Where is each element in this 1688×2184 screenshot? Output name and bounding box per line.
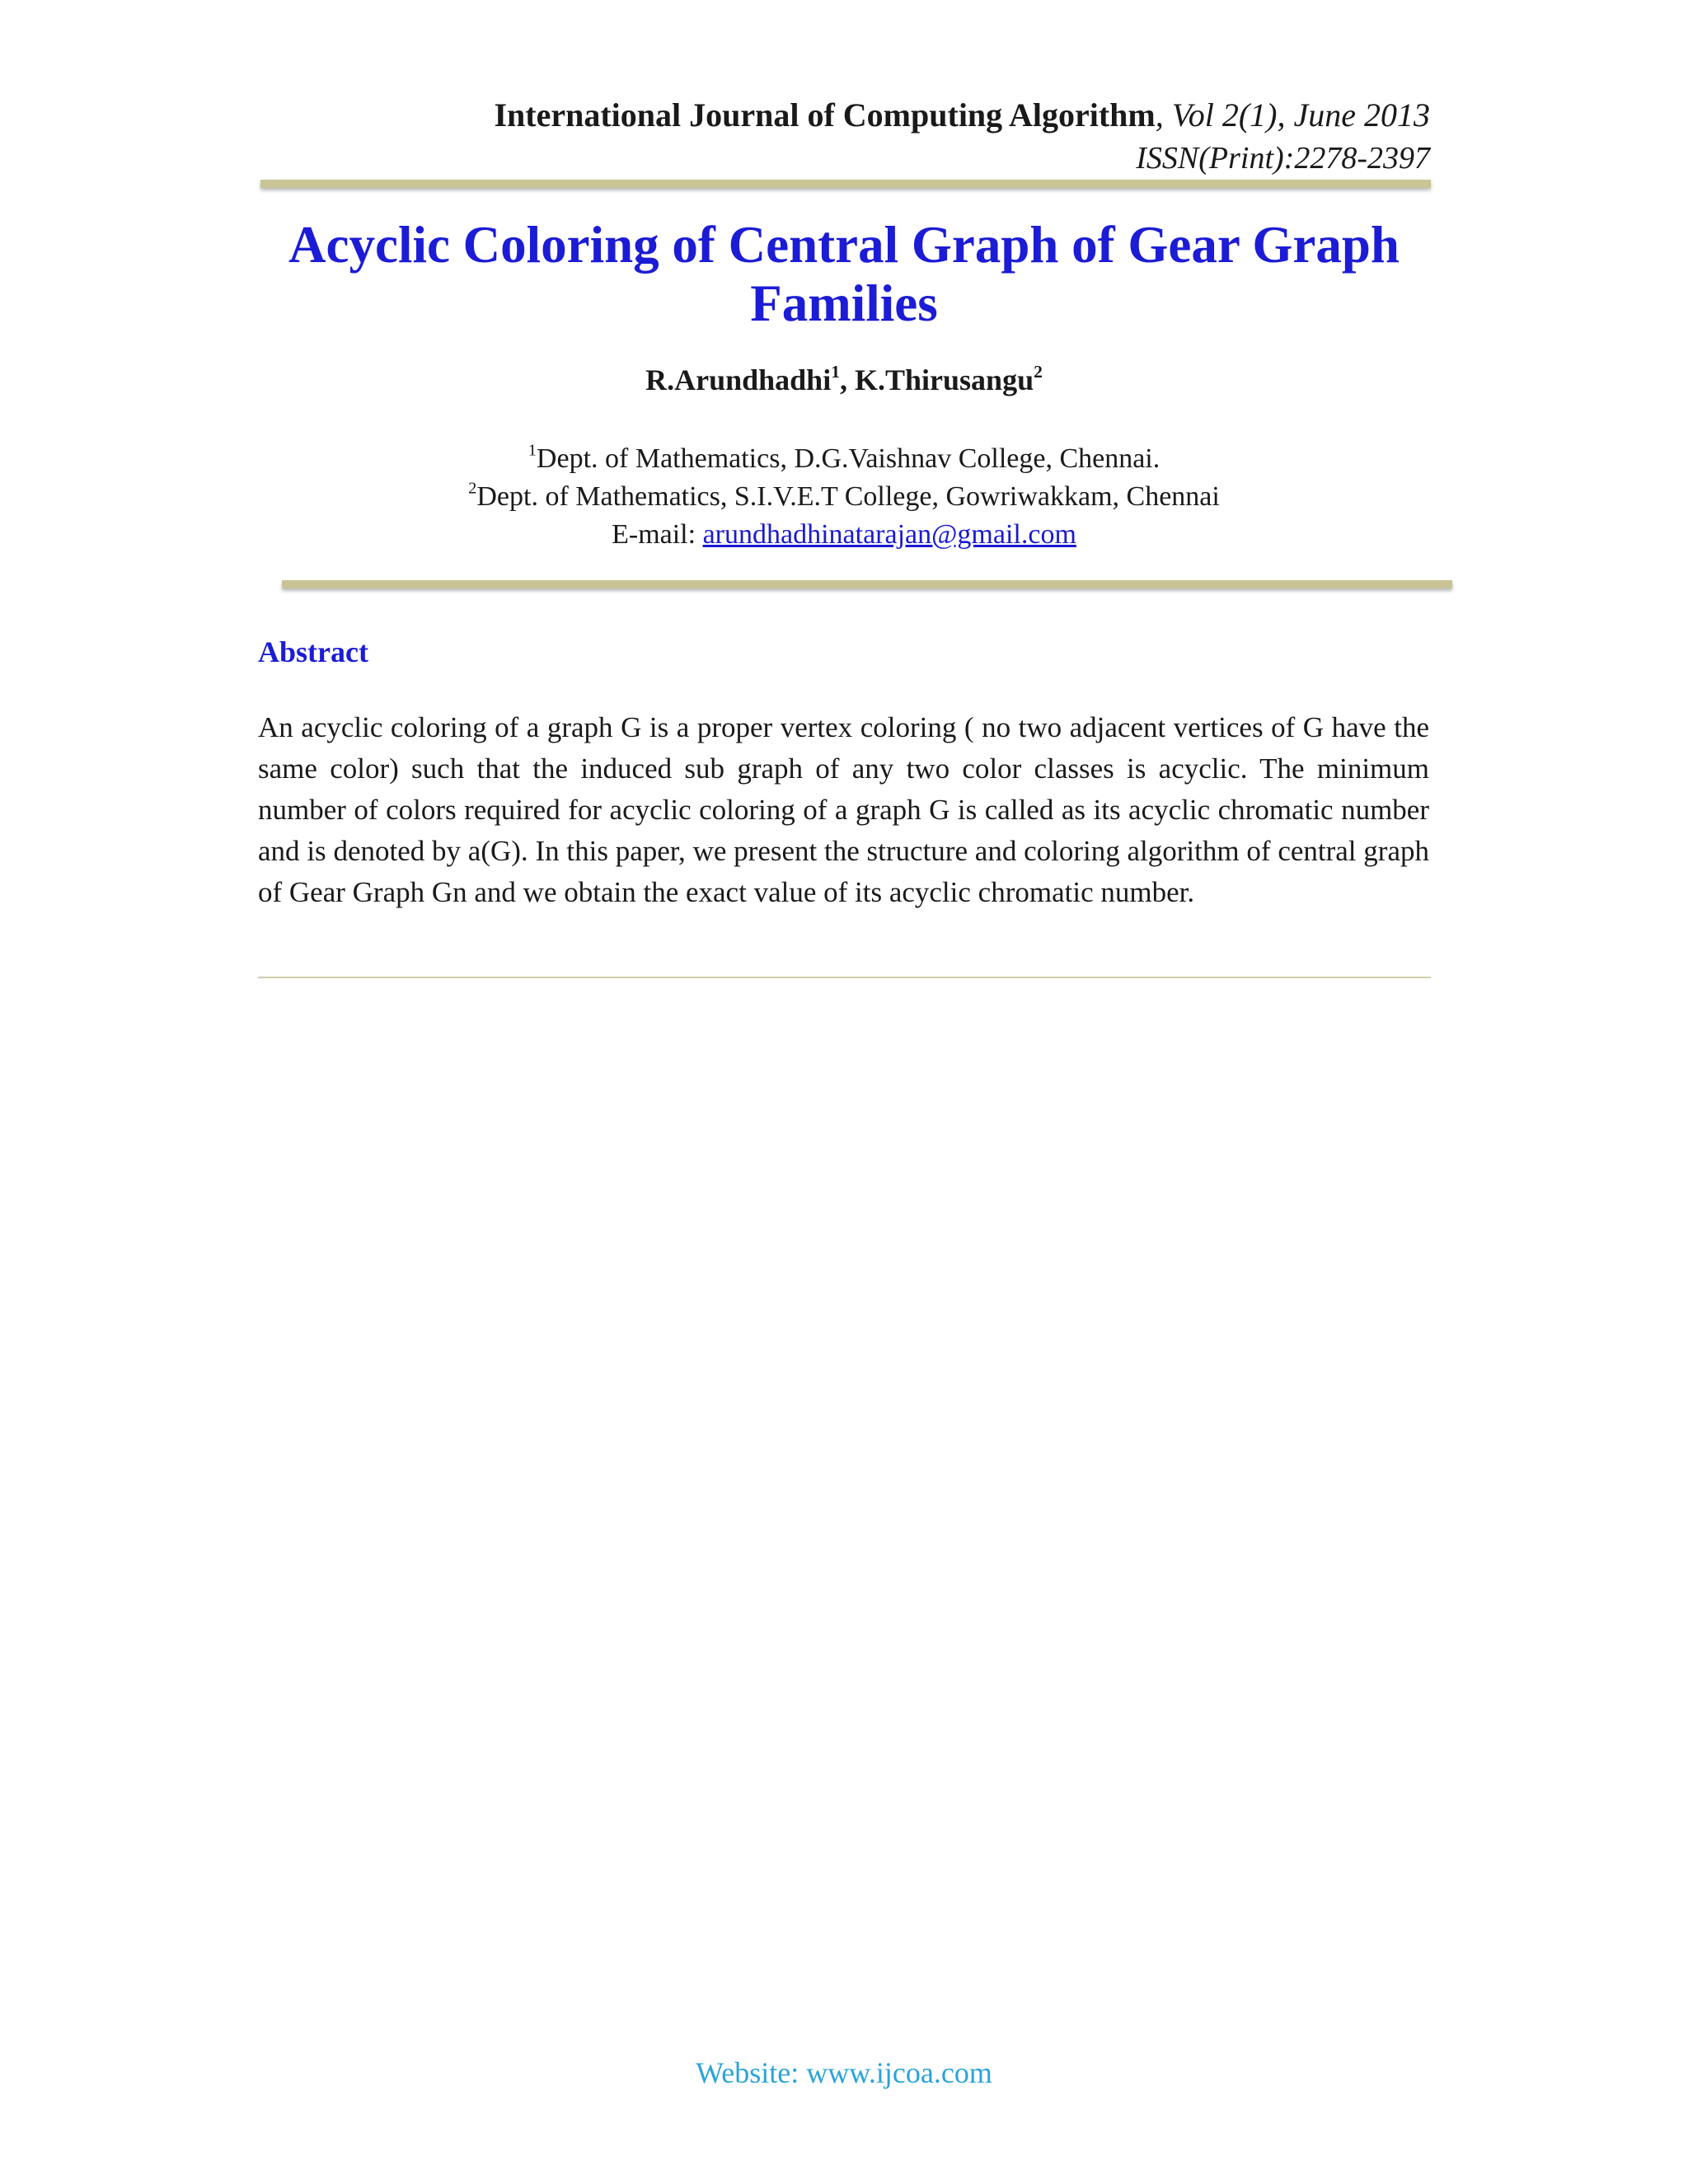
journal-volume: , Vol 2(1), June 2013	[1155, 96, 1430, 134]
contact-email	[247, 519, 1441, 551]
abstract-divider	[258, 977, 1431, 978]
author-list	[247, 363, 1441, 397]
journal-header	[494, 96, 1430, 134]
affiliation-text: Dept. of Mathematics, D.G.Vaishnav College, Chennai.	[536, 443, 1160, 474]
affiliation-mark: 2	[468, 479, 477, 498]
email-label: E-mail:	[612, 519, 703, 550]
paper-title-line-2: Families	[750, 274, 938, 332]
email-link[interactable]: arundhadhinatarajan@gmail.com	[702, 519, 1076, 550]
author-affiliation-mark: 1	[831, 361, 840, 382]
journal-name: International Journal of Computing Algorithm	[494, 96, 1156, 134]
affiliation-1	[247, 443, 1441, 475]
affiliation-text: Dept. of Mathematics, S.I.V.E.T College, Gowriwakkam, Chennai	[476, 481, 1220, 512]
header-divider	[260, 180, 1431, 188]
affiliation-divider	[282, 580, 1452, 588]
author-name: R.Arundhadhi	[645, 363, 832, 396]
author-separator: ,	[840, 363, 855, 396]
author-name: K.Thirusangu	[855, 363, 1034, 396]
affiliation-mark: 1	[528, 441, 537, 460]
affiliation-2	[247, 481, 1441, 513]
journal-issn: ISSN(Print):2278-2397	[1136, 141, 1430, 176]
paper-title-line-1: Acyclic Coloring of Central Graph of Gear Graph	[288, 216, 1400, 274]
paper-title	[247, 216, 1441, 333]
abstract-heading: Abstract	[258, 635, 368, 668]
author-affiliation-mark: 2	[1034, 361, 1043, 382]
abstract-body: An acyclic coloring of a graph G is a proper vertex coloring ( no two adjacent vertices of G have the same color) such that the induced sub graph of any two color classes is acyclic. The minimum number of colors required for acyclic coloring of a graph G is called as its acyclic chromatic number and is denoted by a(G). In this paper, we present the structure and coloring algorithm of central graph of Gear Graph Gn and we obtain the exact value of its acyclic chromatic number.	[258, 711, 1429, 908]
footer-website[interactable]: Website: www.ijcoa.com	[696, 2056, 992, 2089]
